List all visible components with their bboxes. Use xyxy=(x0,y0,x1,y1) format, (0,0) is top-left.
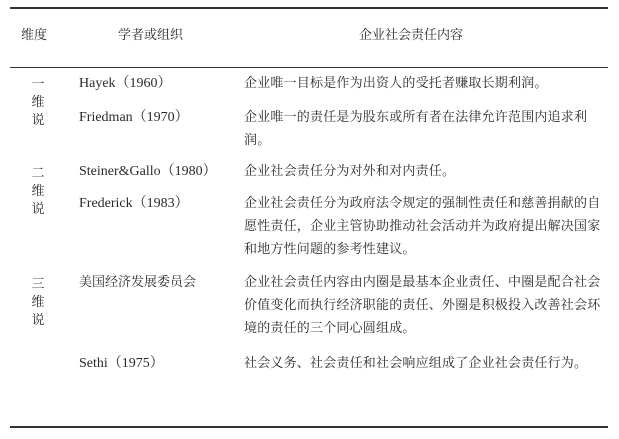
dimension-char: 说 xyxy=(31,113,45,128)
scholar-sethi: Sethi（1975） xyxy=(79,356,164,371)
dimension-char: 三 xyxy=(31,277,45,292)
dimension-char: 维 xyxy=(31,95,45,110)
table-bottom-rule xyxy=(10,426,608,428)
content-sethi: 社会义务、社会责任和社会响应组成了企业社会责任行为。 xyxy=(244,356,588,371)
dimension-label-three xyxy=(28,276,48,330)
scholar-steiner-gallo: Steiner&Gallo（1980） xyxy=(79,164,217,179)
dimension-char: 说 xyxy=(31,202,45,217)
header-rule xyxy=(10,67,608,68)
content-friedman: 企业唯一的责任是为股东或所有者在法律允许范围内追求利润。 xyxy=(244,110,588,148)
header-scholar: 学者或组织 xyxy=(118,28,184,43)
dimension-char: 一 xyxy=(31,77,45,92)
dimension-label-one xyxy=(28,76,48,130)
scholar-frederick: Frederick（1983） xyxy=(79,196,189,211)
content-steiner-gallo: 企业社会责任分为对外和对内责任。 xyxy=(244,164,456,179)
scholar-ced: 美国经济发展委员会 xyxy=(79,275,197,290)
header-content: 企业社会责任内容 xyxy=(359,28,464,43)
header-dimension: 维度 xyxy=(21,28,48,43)
table-top-rule xyxy=(10,7,608,9)
dimension-char: 维 xyxy=(31,295,45,310)
content-hayek: 企业唯一目标是作为出资人的受托者赚取长期利润。 xyxy=(244,76,548,91)
dimension-char: 维 xyxy=(31,184,45,199)
dimension-char: 二 xyxy=(31,166,45,181)
dimension-char: 说 xyxy=(31,313,45,328)
content-frederick: 企业社会责任分为政府法令规定的强制性责任和慈善捐献的自愿性责任，企业主管协助推动社会活动并为政府提出解决国家和地方性问题的参考性建议。 xyxy=(244,196,601,257)
scholar-friedman: Friedman（1970） xyxy=(79,110,189,125)
scholar-hayek: Hayek（1960） xyxy=(79,76,172,91)
content-ced: 企业社会责任内容由内圈是最基本企业责任、中圈是配合社会价值变化而执行经济职能的责任、外圈是积极投入改善社会环境的责任的三个同心圆组成。 xyxy=(244,275,601,336)
dimension-label-two xyxy=(28,165,48,219)
